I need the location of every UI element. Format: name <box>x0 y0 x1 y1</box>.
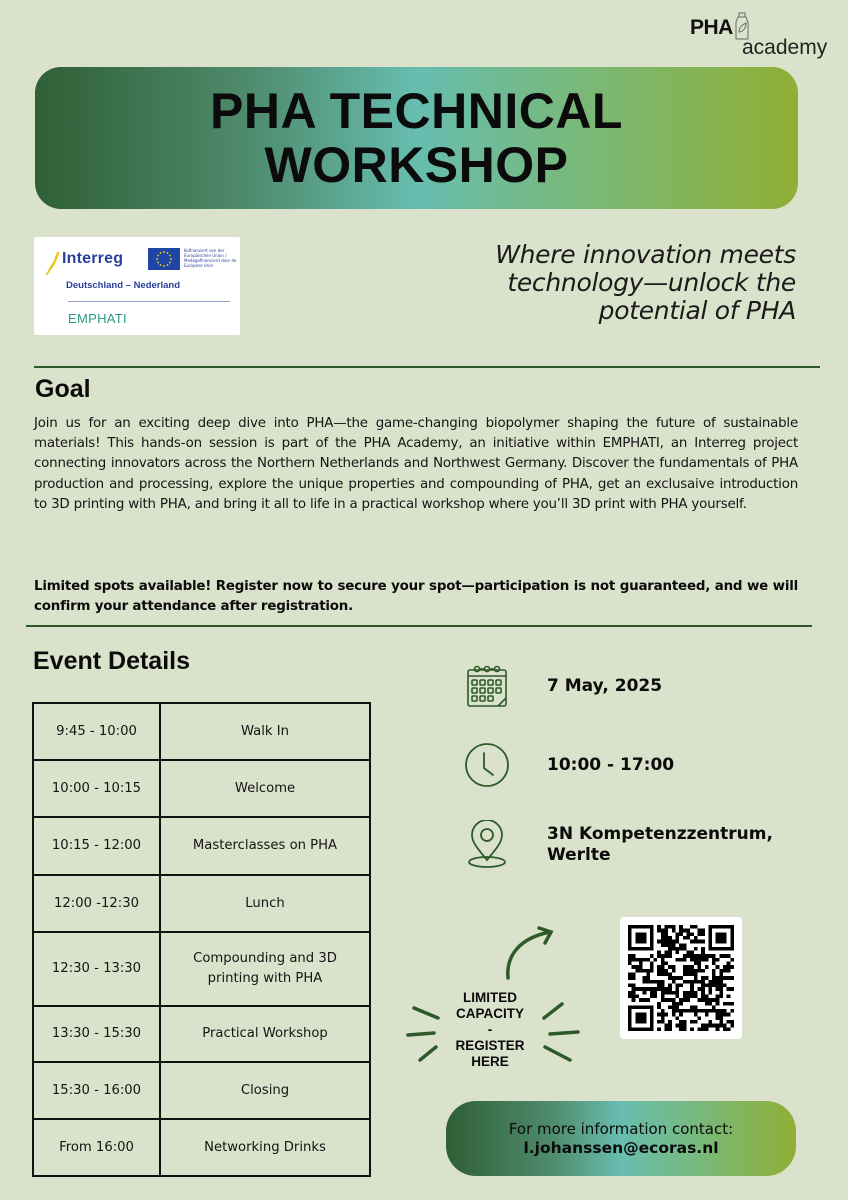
tagline: Where innovation meets technology—unlock the potential of PHA <box>495 240 796 325</box>
interreg-region: Deutschland – Nederland <box>66 280 181 291</box>
schedule-activity: Closing <box>160 1062 370 1119</box>
schedule-time: 13:30 - 15:30 <box>33 1006 160 1062</box>
schedule-row <box>33 1062 370 1119</box>
brand-prefix: PHA <box>690 16 733 39</box>
schedule-time: From 16:00 <box>33 1119 160 1176</box>
clock-icon <box>462 740 512 790</box>
goal-heading: Goal <box>35 375 91 403</box>
arrow-icon <box>508 932 550 978</box>
register-line: - <box>487 1022 493 1037</box>
contact-banner <box>446 1101 796 1176</box>
location-line-1: 3N Kompetenzzentrum, <box>547 824 773 844</box>
registration-qr-code[interactable] <box>620 917 742 1039</box>
interreg-logo <box>34 237 240 335</box>
event-location <box>462 820 773 870</box>
page-title-line-2: WORKSHOP <box>264 137 569 193</box>
schedule-row <box>33 1119 370 1176</box>
register-line: HERE <box>471 1054 509 1069</box>
schedule-time: 12:00 -12:30 <box>33 875 160 932</box>
event-date <box>462 661 662 711</box>
register-line: REGISTER <box>455 1038 525 1053</box>
contact-email[interactable]: l.johanssen@ecoras.nl <box>523 1138 719 1157</box>
event-details-heading: Event Details <box>33 647 191 675</box>
location-line-2: Werlte <box>547 845 611 865</box>
event-time-text: 10:00 - 17:00 <box>547 754 675 775</box>
schedule-row <box>33 875 370 932</box>
schedule-activity: Networking Drinks <box>160 1119 370 1176</box>
interreg-name: Interreg <box>62 250 124 267</box>
goal-body: Join us for an exciting deep dive into PHA—the game-changing biopolymer shaping the future of sustainable materials! This hands-on session is part of the PHA Academy, an initiative within EMPHATI, an Interreg project connecting innovators across the Northern Netherlands and Northwest Germany. Discover the fundamentals of PHA production and processing, explore the unique properties and compounding of PHA, get an exclusaive introduction to 3D printing with PHA, and bring it all to life in a practical workshop where you’ll 3D print with PHA yourself. <box>34 416 798 512</box>
title-banner <box>35 67 798 209</box>
map-pin-icon <box>462 820 512 870</box>
schedule-row <box>33 703 370 760</box>
schedule-table <box>32 702 371 1177</box>
schedule-time: 12:30 - 13:30 <box>33 932 160 1006</box>
eu-flag-icon <box>148 248 180 270</box>
register-line: LIMITED <box>463 990 517 1005</box>
schedule-row <box>33 932 370 1006</box>
schedule-row <box>33 760 370 817</box>
contact-label: For more information contact: <box>508 1119 734 1138</box>
schedule-activity: Masterclasses on PHA <box>160 817 370 875</box>
schedule-activity: Welcome <box>160 760 370 817</box>
pha-academy-logo <box>690 10 840 62</box>
register-label <box>440 990 540 1070</box>
register-line: CAPACITY <box>455 1006 524 1021</box>
eu-cofunding-text: Kofinanziert von der Europäischen Union / Medegefinancierd door de Europese Unie <box>184 248 237 268</box>
divider <box>26 625 812 627</box>
event-date-text: 7 May, 2025 <box>547 675 663 696</box>
event-location-text <box>547 824 773 866</box>
logo-divider <box>68 301 230 302</box>
calendar-icon <box>462 661 512 711</box>
interreg-mark-icon <box>44 251 62 275</box>
qr-code-icon <box>628 925 734 1031</box>
schedule-activity: Lunch <box>160 875 370 932</box>
project-name: EMPHATI <box>68 311 127 326</box>
schedule-activity: Practical Workshop <box>160 1006 370 1062</box>
schedule-time: 9:45 - 10:00 <box>33 703 160 760</box>
page-title-line-1: PHA TECHNICAL <box>210 83 623 139</box>
divider <box>34 366 820 368</box>
schedule-row <box>33 1006 370 1062</box>
schedule-row <box>33 817 370 875</box>
register-callout <box>402 920 602 1080</box>
schedule-activity: Compounding and 3D printing with PHA <box>160 932 370 1006</box>
brand-suffix: academy <box>742 36 828 59</box>
schedule-time: 15:30 - 16:00 <box>33 1062 160 1119</box>
event-time <box>462 740 674 790</box>
registration-note: Limited spots available! Register now to secure your spot—participation is not guaranteed, and we will confirm your attendance after registration. <box>34 579 798 615</box>
schedule-time: 10:15 - 12:00 <box>33 817 160 875</box>
schedule-time: 10:00 - 10:15 <box>33 760 160 817</box>
schedule-activity: Walk In <box>160 703 370 760</box>
